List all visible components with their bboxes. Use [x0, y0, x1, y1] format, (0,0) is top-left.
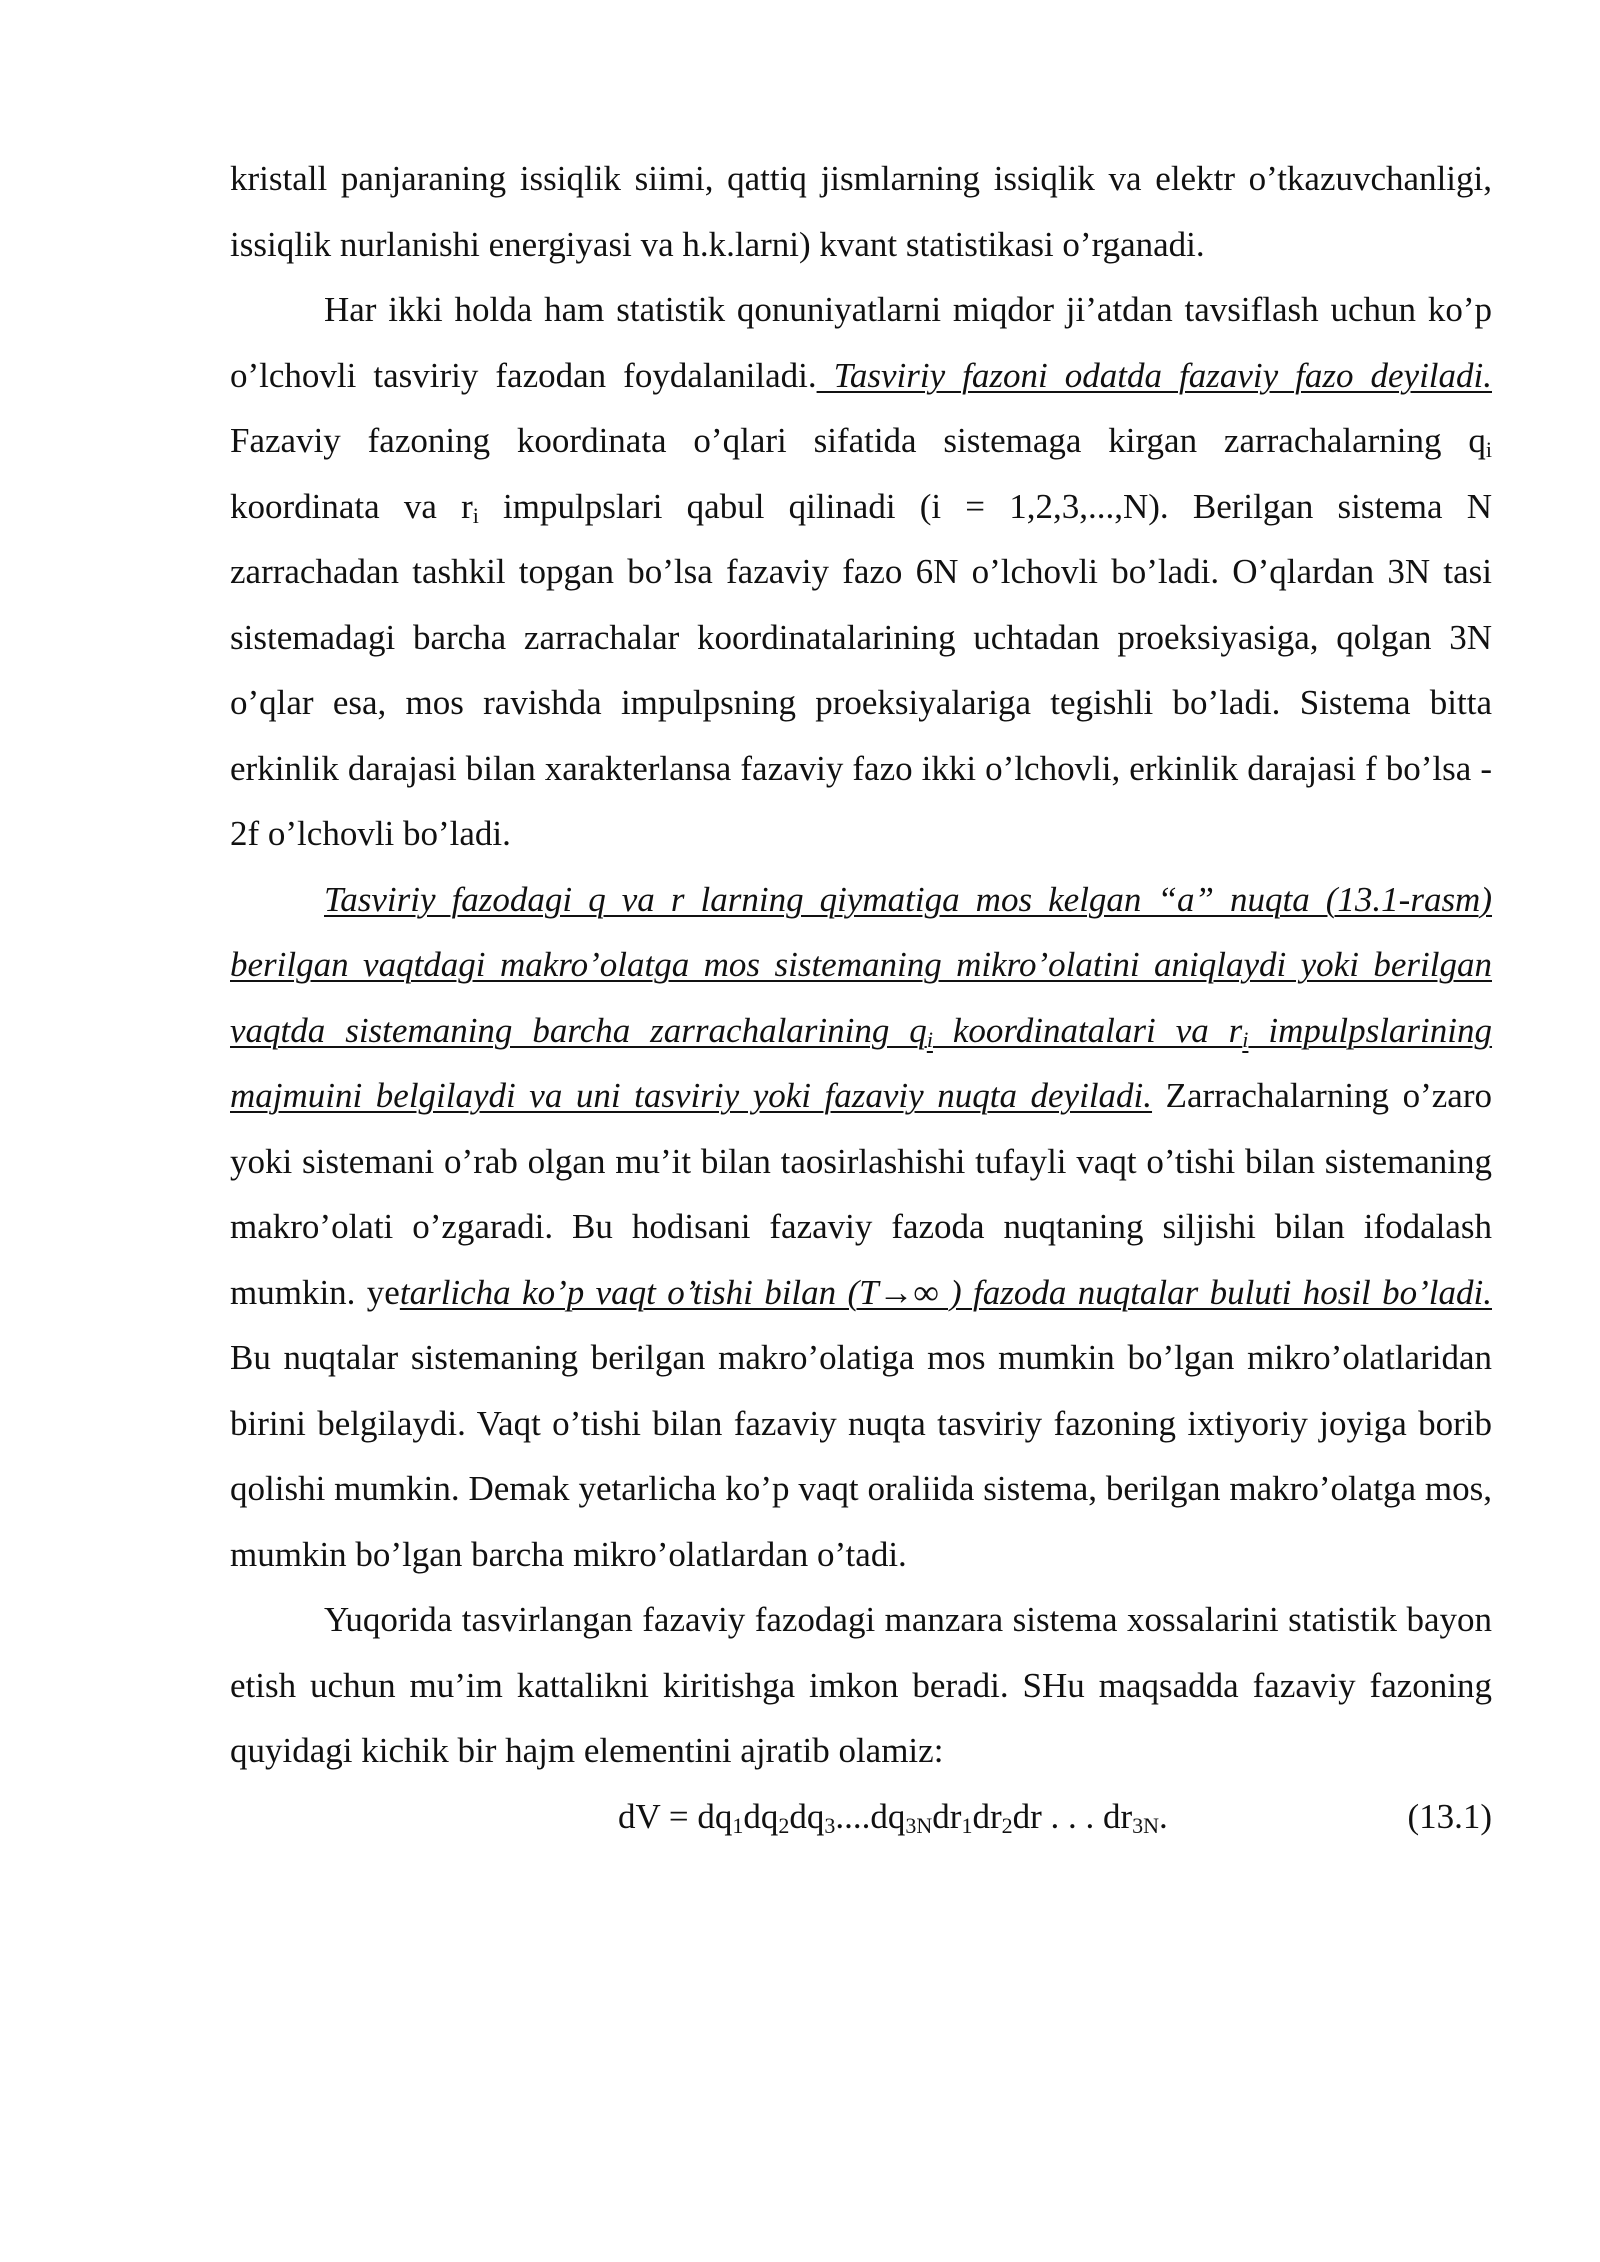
paragraph-1: [230, 146, 1492, 277]
text-run: Yuqorida tasvirlangan fazaviy fazodagi manzara sistema xossalarini statistik bayon etish uchun mu’im kattalikni kiritishga imkon beradi. SHu maqsadda fazaviy fazoning quyidagi kichik bir hajm elementini ajratib olamiz:: [230, 1600, 1492, 1770]
subscript: 3N: [1132, 1812, 1160, 1838]
formula-dv: [618, 1784, 1168, 1850]
formula-line: [230, 1784, 1492, 1850]
text-run: dq: [789, 1796, 825, 1836]
equation-number: (13.1): [1407, 1796, 1492, 1836]
emphasized-text: impulpslarining majmuini belgilaydi va uni tasviriy yoki fazaviy nuqta deyiladi.: [230, 1010, 1493, 1115]
paragraph-3: [230, 867, 1492, 1588]
emphasized-text: Tasviriy fazodagi q va r larning qiymatiga mos kelgan “a” nuqta (13.1-rasm) berilgan vaqtdagi makro’olatga mos sistemaning mikro’olatini aniqlaydi yoki berilgan vaqtda sistemaning barcha zarrachalarining q: [230, 879, 1492, 1050]
text-run: kristall panjaraning issiqlik siimi, qattiq jismlarning issiqlik va elektr o’tkazuvchanligi, issiqlik nurlanishi energiyasi va h.k.larni) kvant statistikasi o’rganadi.: [230, 159, 1492, 264]
subscript: 1: [732, 1812, 744, 1838]
body-text: [230, 146, 1492, 1849]
text-run: dr: [932, 1796, 962, 1836]
subscript: 2: [778, 1812, 790, 1838]
text-run: Bu nuqtalar sistemaning berilgan makro’olatiga mos mumkin bo’lgan mikro’olatlaridan birini belgilaydi. Vaqt o’tishi bilan fazaviy nuqta tasviriy fazoning ixtiyoriy joyiga borib qolishi mumkin. Demak yetarlicha ko’p vaqt oraliida sistema, berilgan makro’olatga mos, mumkin bo’lgan barcha mikro’olatlardan o’tadi.: [230, 1338, 1492, 1574]
emphasized-text: tarlicha ko’p vaqt o’tishi bilan (T→∞ ) fazoda nuqtalar buluti hosil bo’ladi.: [399, 1272, 1492, 1312]
text-run: koordinata va r: [230, 486, 473, 526]
subscript: i: [926, 1026, 933, 1052]
text-run: dr . . . dr: [1012, 1796, 1133, 1836]
text-run: impulpslari qabul qilinadi (i = 1,2,3,...,N). Berilgan sistema N zarrachadan tashkil topgan bo’lsa fazaviy fazo 6N o’lchovli bo’ladi. O’qlardan 3N tasi sistemadagi barcha zarrachalar koordinatalarining uchtadan proeksiyasiga, qolgan 3N o’qlar esa, mos ravishda impulpsning proeksiyalariga tegishli bo’ladi. Sistema bitta erkinlik darajasi bilan xarakterlansa fazaviy fazo ikki o’lchovli, erkinlik darajasi f bo’lsa - 2f o’lchovli bo’ladi.: [230, 486, 1492, 853]
subscript: i: [472, 502, 479, 528]
paragraph-2: [230, 277, 1492, 867]
text-run: dr: [972, 1796, 1002, 1836]
text-run: Har ikki holda ham statistik qonuniyatlarni miqdor ji’atdan tavsiflash uchun ko’p o’lchovli tasviriy fazodan foydalaniladi.: [230, 290, 1492, 395]
emphasized-text: Tasviriy fazoni odatda fazaviy fazo deyiladi.: [816, 355, 1492, 395]
text-run: Zarrachalarning o’zaro yoki sistemani o’rab olgan mu’it bilan taosirlashishi tufayli vaqt o’tishi bilan sistemaning makro’olati o’zgaradi. Bu hodisani fazaviy fazoda nuqtaning siljishi bilan ifodalash mumkin. ye: [230, 1076, 1492, 1312]
text-run: .: [1159, 1796, 1168, 1836]
emphasized-text: koordinatalari va r: [932, 1010, 1243, 1050]
subscript: i: [1485, 437, 1492, 462]
subscript: 2: [1001, 1812, 1013, 1838]
paragraph-4: [230, 1587, 1492, 1784]
subscript: 3: [824, 1812, 836, 1838]
text-run: ....dq: [835, 1796, 906, 1836]
subscript: i: [1242, 1026, 1249, 1052]
text-run: Fazaviy fazoning koordinata o’qlari sifatida sistemaga kirgan zarrachalarning q: [230, 421, 1486, 460]
subscript: 1: [961, 1812, 973, 1838]
text-run: dV = dq: [618, 1796, 733, 1836]
subscript: 3N: [905, 1812, 933, 1838]
text-run: dq: [743, 1796, 779, 1836]
